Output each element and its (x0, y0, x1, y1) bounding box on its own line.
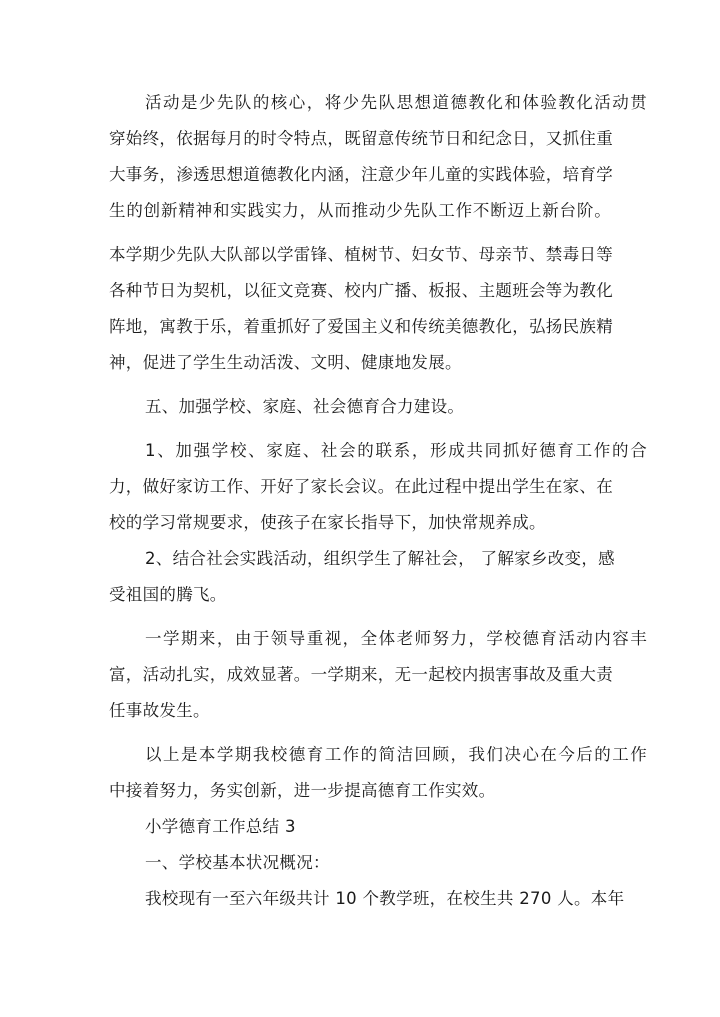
text-line: 各种节日为契机，以征文竞赛、校内广播、板报、主题班会等为教化 (109, 281, 613, 300)
text-line: 富，活动扎实，成效显著。一学期来，无一起校内损害事故及重大责 (109, 665, 613, 684)
text-line: 校的学习常规要求，使孩子在家长指导下，加快常规养成。 (109, 513, 546, 532)
section-heading: 一、学校基本状况概况： (145, 853, 330, 872)
text-line: 我校现有一至六年级共计 10 个教学班，在校生共 270 人。本年 (145, 889, 625, 908)
text-line: 本学期少先队大队部以学雷锋、植树节、妇女节、母亲节、禁毒日等 (109, 245, 613, 264)
section-heading: 五、加强学校、家庭、社会德育合力建设。 (145, 397, 465, 416)
text-line: 任事故发生。 (109, 701, 210, 720)
text-line: 大事务，渗透思想道德教化内涵，注意少年儿童的实践体验，培育学 (109, 165, 613, 184)
text-line: 力，做好家访工作、开好了家长会议。在此过程中提出学生在家、在 (109, 477, 613, 496)
text-line: 生的创新精神和实践实力，从而推动少先队工作不断迈上新台阶。 (109, 201, 611, 220)
text-line: 中接着努力，务实创新，进一步提高德育工作实效。 (109, 781, 496, 800)
text-line: 一学期来，由于领导重视，全体老师努力，学校德育活动内容丰 (145, 629, 647, 648)
section-title: 小学德育工作总结 3 (145, 817, 296, 836)
text-line: 以上是本学期我校德育工作的简洁回顾，我们决心在今后的工作 (145, 745, 647, 764)
text-line: 1、加强学校、家庭、社会的联系，形成共同抓好德育工作的合 (145, 441, 647, 460)
text-line: 神，促进了学生生动活泼、文明、健康地发展。 (109, 353, 462, 372)
text-line: 穿始终，依据每月的时令特点，既留意传统节日和纪念日，又抓住重 (109, 129, 613, 148)
text-line: 阵地，寓教于乐，着重抓好了爱国主义和传统美德教化，弘扬民族精 (109, 317, 613, 336)
text-line: 受祖国的腾飞。 (109, 585, 227, 604)
text-line: 活动是少先队的核心，将少先队思想道德教化和体验教化活动贯 (145, 93, 647, 112)
text-line: 2、结合社会实践活动，组织学生了解社会， 了解家乡改变，感 (145, 549, 615, 568)
